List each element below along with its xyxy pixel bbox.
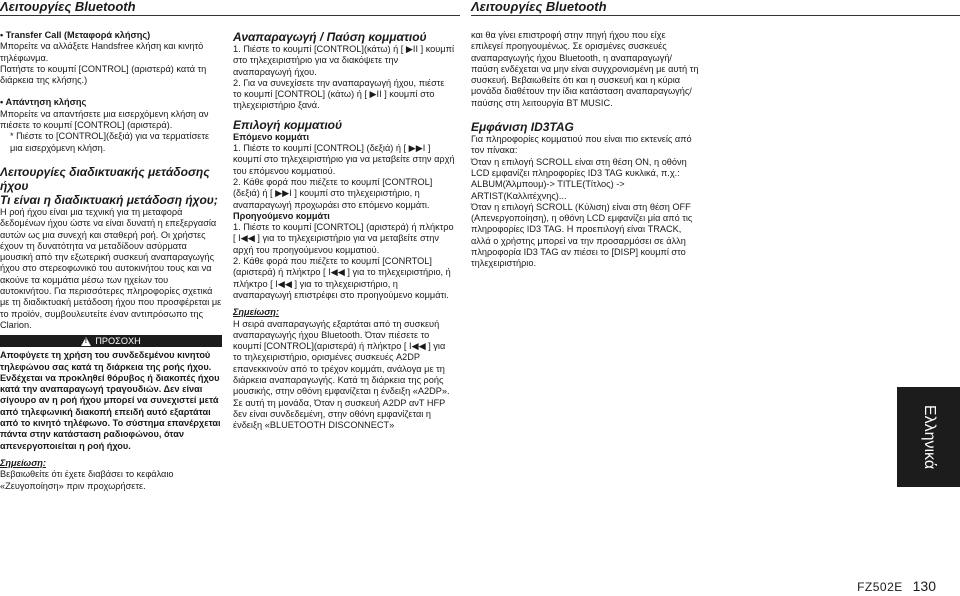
language-tab: [897, 387, 960, 487]
id3-text-1: Για πληροφορίες κομματιού που είναι πιο εκτενείς από τον πίνακα:: [471, 134, 692, 156]
note-label-1: Σημείωση:: [0, 457, 46, 468]
next-track-step-1: 1. Πιέστε το κουμπί [CONTROL] (δεξιά) ή [ ▶▶I ] κουμπί στο τηλεχειριστήριο για να μεταβείτε στην αρχή του επόμενου κομματιού.: [233, 143, 455, 176]
continued-body: και θα γίνει επιστροφή στην πηγή ήχου που είχε επιλεγεί προηγουμένως. Σε ορισμένες συσκευές αναπαραγωγής ήχου Bluetooth, η αναπαραγωγή/παύση ενδέχεται να μην είναι συγχρονισμένη με αυτή τη συσκευή. Βεβαιωθείτε ότι και η συσκευή και η κύρια μονάδα διαθέτουν την ίδια κατάσταση αναπαραγωγής/παύσης στη λειτουργία BT MUSIC.: [471, 30, 699, 108]
page-number: 130: [912, 578, 936, 594]
transfer-call-text-1: Μπορείτε να αλλάξετε Handsfree κλήση και κινητό τηλέφωνμα.: [0, 41, 204, 63]
caution-body: Αποφύγετε τη χρήση του συνδεδεμένου κινητού τηλεφώνου σας κατά τη διάρκεια της ροής ήχου. Ενδέχεται να προκληθεί θόρυβος ή διακοπές ήχου κατά την αναπαραγωγή τραγουδιών. Δεν είναι σίγουρο αν η ροή ήχου μπορεί να συνεχιστεί μετά από τηλεφωνική διακοπή επειδή αυτό εξαρτάται από το κινητό τηλέφωνο. Το σύστημα επανέρχεται πάντα στην κατάσταση ραδιοφώνου, όταν απενεργοποιείται η ροή ήχου.: [0, 350, 221, 451]
track-select-title: Επιλογή κομματιού: [233, 117, 343, 132]
answer-call-text-2: * Πιέστε το [CONTROL](δεξιά) για να τερματίσετε μια εισερχόμενη κλήση.: [10, 131, 210, 153]
id3-text-2: Όταν η επιλογή SCROLL είναι στη θέση ON, η οθόνη LCD εμφανίζει πληροφορίες ID3 TAG κυκλικά, π.χ.:: [471, 156, 687, 178]
play-pause-title: Αναπαραγωγή / Παύση κομματιού: [233, 30, 427, 44]
id3-text-3: ALBUM(Άλμπουμ)-> TITLE(Τίτλος) -> ARTIST(Καλλιτέχνης)...: [471, 179, 625, 201]
model-name: FZ502E: [857, 580, 903, 594]
warning-icon: [81, 337, 91, 346]
streaming-what-title: Τι είναι η διαδικτυακή μετάδοση ήχου;: [0, 192, 218, 207]
column-2: [233, 30, 455, 432]
answer-call-text-1: Μπορείτε να απαντήσετε μια εισερχόμενη κλήση αν πιέσετε το κουμπί [CONTROL] (αριστερά).: [0, 108, 209, 131]
play-pause-step-1: 1. Πιέστε το κουμπί [CONTROL](κάτω) ή [ ▶II ] κουμπί στο τηλεχειριστήριο για να διακόψετε την αναπαραγωγή ήχου.: [233, 44, 454, 77]
id3-title: Εμφάνιση ID3TAG: [471, 120, 574, 135]
transfer-call-title: • Transfer Call (Μεταφορά κλήσης): [0, 30, 222, 41]
header-rule-left: [0, 15, 460, 16]
note-label-2: Σημείωση:: [233, 307, 279, 318]
header-rule-right: [471, 15, 960, 16]
play-pause-step-2: 2. Για να συνεχίσετε την αναπαραγωγή ήχου, πιέστε το κουμπί [CONTROL] (κάτω) ή [ ▶II ] κουμπί στο τηλεχειριστήριο ξανά.: [233, 77, 445, 111]
streaming-section-title: Λειτουργίες διαδικτυακής μετάδοσης ήχου: [0, 164, 210, 193]
prev-track-step-2: 2. Κάθε φορά που πιέζετε το κουμπί [CONRTOL](αριστερά) ή πλήκτρο [ I◀◀ ] για το τηλεχειριστήριο, ή πλήκτρο [ I◀◀ ] για το τηλεχειριστήριο, η αναπαραγωγή επιστρέφει στο προηγούμενο κομμάτι.: [233, 256, 451, 300]
next-track-step-2: 2. Κάθε φορά που πιέζετε το κουμπί [CONTROL] (δεξιά) ή [ ▶▶I ] κουμπί στο τηλεχειριστήριο, η αναπαραγωγή προχωράει στο επόμενο κομμάτι.: [233, 176, 433, 210]
note-body-1: Βεβαιωθείτε ότι έχετε διαβάσει το κεφάλαιο «Ζευγοποίηση» πριν προχωρήσετε.: [0, 469, 174, 491]
caution-label: ΠΡΟΣΟΧΗ: [95, 335, 141, 346]
prev-track-step-1: 1. Πιέστε το κουμπί [CONRTOL] (αριστερά) ή πλήκτρο [ I◀◀ ] για το τηλεχειριστήριο για να μεταβείτε στην αρχή του προηγούμενου κομματιού.: [233, 222, 454, 255]
column-3: [471, 30, 699, 270]
page-header-left: Λειτουργίες Bluetooth: [0, 0, 136, 14]
transfer-call-text-2: Πατήστε το κουμπί [CONTROL] (αριστερά) κατά τη διάρκεια της κλήσης.): [0, 63, 207, 86]
page-header-right: Λειτουργίες Bluetooth: [471, 0, 607, 14]
answer-call-title: • Απάντηση κλήσης: [0, 97, 222, 108]
streaming-body: Η ροή ήχου είναι μια τεχνική για τη μεταφορά δεδομένων ήχου ώστε να είναι δυνατή η επεξεργασία αυτών ως μια συνεχή και σταθερή ροή. Οι χρήστες έχουν τη δυνατότητα να μεταδίδουν ασύρματα μουσική από την εξωτερική συσκευή αναπαραγωγής ήχου στο στερεοφωνικό του αυτοκινήτου τους και να ακούνε τα κομμάτια μέσω των ηχείων του αυτοκινήτου. Για περισσότερες πληροφορίες σχετικά με τη διαδικτυακή μετάδοση ήχου που προσφέρεται με το προϊόν, συμβουλευτείτε έναν αντιπρόσωπο της Clarion.: [0, 206, 222, 330]
id3-text-4: Όταν η επιλογή SCROLL (Κύλιση) είναι στη θέση OFF (Απενεργοποίηση), η οθόνη LCD εμφανίζει μία από τις πληροφορίες ID3 TAG. Η προεπιλογή είναι TRACK, αλλά ο χρήστης μπορεί να την προσαρμόσει σε άλλη πληροφορία ID3 TAG αν πιέσει το [DISP] κουμπί στο τηλεχειριστήριο.: [471, 201, 693, 269]
next-track-title: Επόμενο κομμάτι: [233, 131, 310, 142]
caution-banner: [0, 335, 222, 347]
column-1: [0, 30, 222, 492]
prev-track-title: Προηγούμενο κομμάτι: [233, 210, 330, 221]
note-body-2: Η σειρά αναπαραγωγής εξαρτάται από τη συσκευή αναπαραγωγής ήχου Bluetooth. Όταν πιέσετε το κουμπί [CONTROL](αριστερά) ή πλήκτρο [ I◀◀ ] για το τηλεχειριστήριο, ορισμένες συσκευές A2DP επανεκκινούν από το τρέχον κομμάτι, ανάλογα με τη διάρκεια αναπαραγωγής. Κατά τη διάρκεια της ροής μουσικής, στην οθόνη εμφανίζεται η ένδειξη «A2DP». Σε αυτή τη μονάδα, Όταν η συσκευή A2DP ανT HFP δεν είναι συνδεδεμένη, στην οθόνη εμφανίζεται η ένδειξη «BLUETOOTH DISCONNECT»: [233, 318, 450, 431]
language-tab-label: Ελληνικά: [920, 404, 938, 470]
page-footer: [857, 578, 936, 594]
